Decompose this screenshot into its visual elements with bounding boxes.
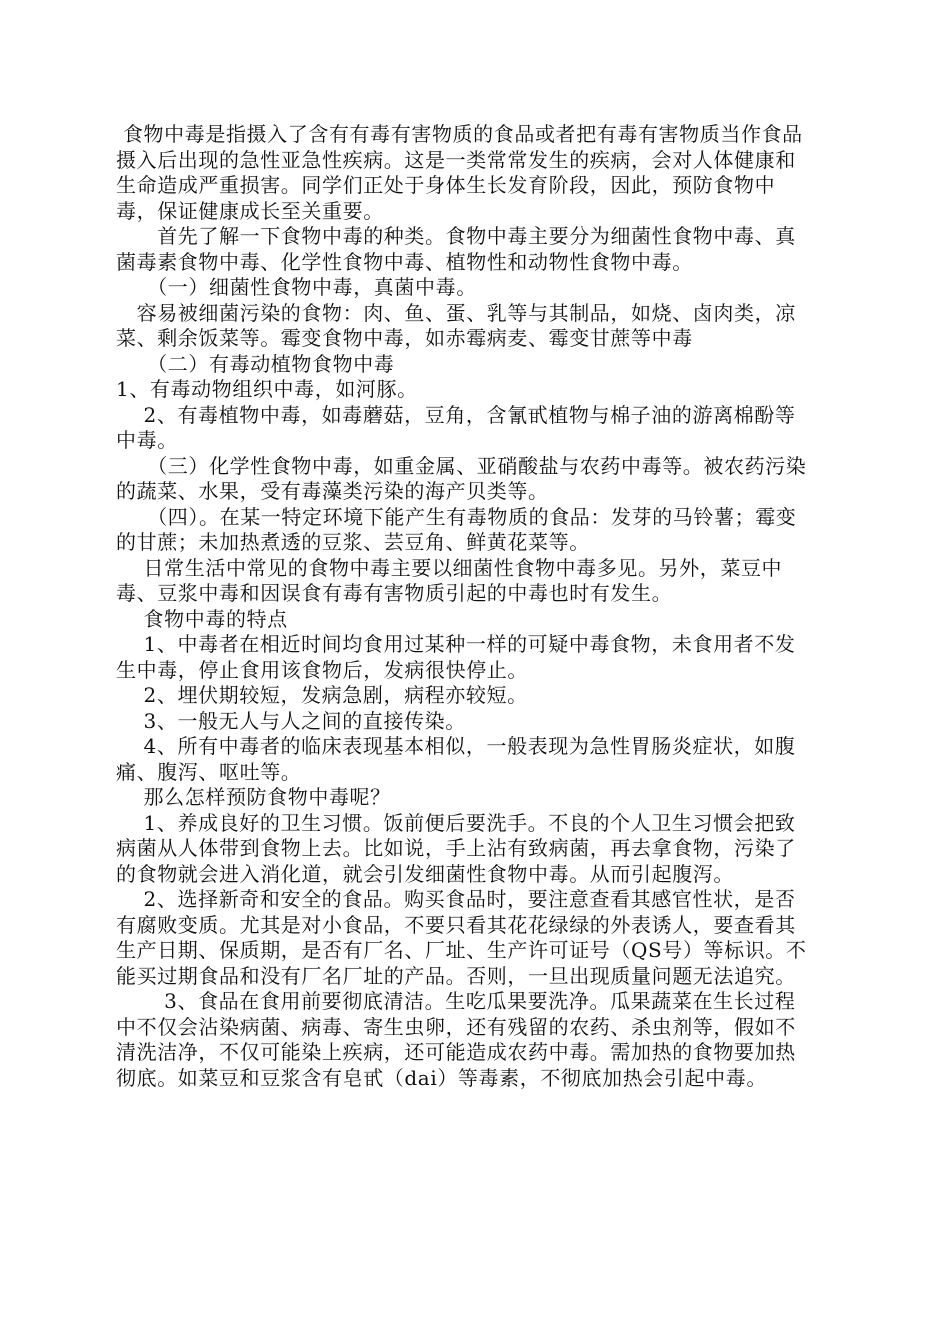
paragraph-toxic-animal: 1、有毒动物组织中毒，如河豚。 [116,377,418,401]
paragraph-feature-3: 3、一般无人与人之间的直接传染。 [116,708,466,733]
paragraph-feature-4: 4、所有中毒者的临床表现基本相似，一般表现为急性胃肠炎症状，如腹痛、腹泻、呕吐等。 [116,734,796,784]
paragraph-special-foods: （四）。在某一特定环境下能产生有毒物质的食品：发芽的马铃薯；霉变的甘蔗；未加热煮透的豆浆、芸豆角、鲜黄花菜等。 [116,504,797,554]
paragraph-chemical: （三）化学性食物中毒，如重金属、亚硝酸盐与农药中毒等。被农药污染的蔬菜、水果，受有毒藻类污染的海产贝类等。 [116,453,807,503]
paragraph-heading-prevention: 那么怎样预防食物中毒呢？ [116,785,391,809]
paragraph-types: 首先了解一下食物中毒的种类。食物中毒主要分为细菌性食物中毒、真菌毒素食物中毒、化学性食物中毒、植物性和动物性食物中毒。 [116,224,796,274]
paragraph-prevention-3: 3、食品在食用前要彻底清洁。生吃瓜果要洗净。瓜果蔬菜在生长过程中不仅会沾染病菌、病毒、寄生虫卵，还有残留的农药、杀虫剂等，假如不清洗洁净，不仅可能染上疾病，还可能造成农药中毒。需加热的食物要加热彻底。如菜豆和豆浆含有皂甙（dai）等毒素，不彻底加热会引起中毒。 [116,989,796,1090]
paragraph-feature-1: 1、中毒者在相近时间均食用过某种一样的可疑中毒食物，未食用者不发生中毒，停止食用该食物后，发病很快停止。 [116,632,796,682]
paragraph-bacterial-foods: 容易被细菌污染的食物：肉、鱼、蛋、乳等与其制品，如烧、卤肉类，凉菜、剩余饭菜等。霉变食物中毒，如赤霉病麦、霉变甘蔗等中毒 [116,300,796,350]
paragraph-prevention-2: 2、选择新奇和安全的食品。购买食品时，要注意查看其感官性状，是否有腐败变质。尤其是对小食品，不要只看其花花绿绿的外表诱人，要查看其生产日期、保质期，是否有厂名、厂址、生产许可证号（QS号）等标识。不能买过期食品和没有厂名厂址的产品。否则，一旦出现质量问题无法追究。 [116,887,807,988]
paragraph-toxic-plant: 2、有毒植物中毒，如毒蘑菇，豆角，含氰甙植物与棉子油的游离棉酚等中毒。 [116,402,796,452]
paragraph-heading-features: 食物中毒的特点 [116,606,288,631]
paragraph-intro: 食物中毒是指摄入了含有有毒有害物质的食品或者把有毒有害物质当作食品摄入后出现的急性亚急性疾病。这是一类常常发生的疾病，会对人体健康和生命造成严重损害。同学们正处于身体生长发育阶段，因此，预防食物中毒，保证健康成长至关重要。 [116,122,803,223]
paragraph-heading-bacterial: （一）细菌性食物中毒，真菌中毒。 [116,275,477,299]
paragraph-heading-toxic-plants-animals: （二）有毒动植物食物中毒 [116,351,395,376]
paragraph-common-cases: 日常生活中常见的食物中毒主要以细菌性食物中毒多见。另外，菜豆中毒、豆浆中毒和因误食有毒有害物质引起的中毒也时有发生。 [116,555,783,605]
paragraph-feature-2: 2、埋伏期较短，发病急剧，病程亦较短。 [116,683,528,707]
paragraph-prevention-1: 1、养成良好的卫生习惯。饭前便后要洗手。不良的个人卫生习惯会把致病菌从人体带到食物上去。比如说，手上沾有致病菌，再去拿食物，污染了的食物就会进入消化道，就会引发细菌性食物中毒。从而引起腹泻。 [116,810,796,886]
document-body [116,122,816,1091]
